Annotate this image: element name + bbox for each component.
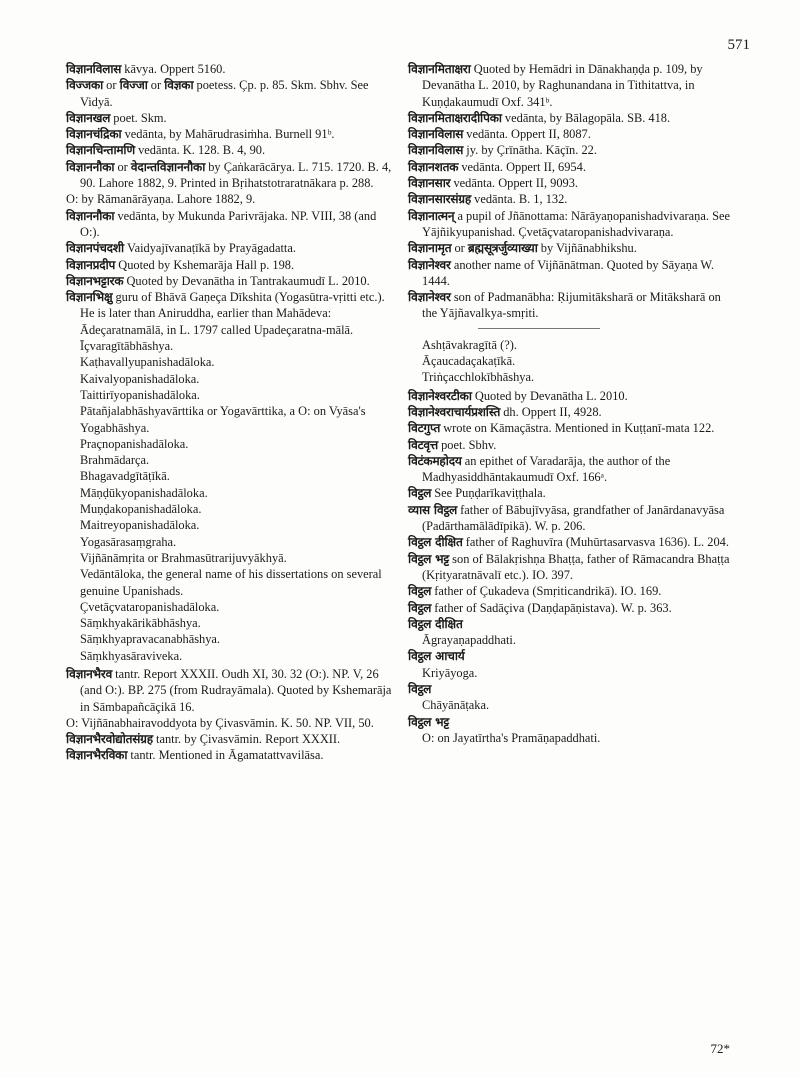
dictionary-entry bbox=[408, 648, 738, 664]
sub-entry: Sāṃkhyasāraviveka. bbox=[80, 648, 183, 663]
entry-text: jy. by Çrīnātha. Kāçīn. 22. bbox=[463, 143, 597, 158]
dictionary-entry bbox=[66, 273, 392, 289]
entry-headword: विट्ठल भट्ट bbox=[408, 551, 450, 566]
dictionary-entry bbox=[66, 159, 392, 192]
entry-headword: विज्ञानसारसंग्रह bbox=[408, 192, 472, 207]
dictionary-entry bbox=[408, 437, 738, 453]
dictionary-entry bbox=[408, 257, 738, 290]
entry-text: vedānta. Oppert II, 9093. bbox=[450, 176, 579, 191]
dictionary-entry bbox=[408, 404, 738, 420]
sub-entry: Maitreyopanishadāloka. bbox=[80, 518, 200, 533]
entry-headword: विट्ठल bbox=[408, 600, 432, 615]
dictionary-entry bbox=[408, 208, 738, 241]
entry-headword: विटवृत्त bbox=[408, 437, 438, 452]
signature-mark: 72* bbox=[710, 1041, 730, 1056]
entry-headword: विज्ञानभैरवोद्योतसंग्रह bbox=[66, 732, 153, 747]
entry-text: tantr. Report XXXII. Oudh XI, 30. 32 (O:). NP. V, 26 (and O:). BP. 275 (from Rudrayāmala). Quoted by Kshemarāja in Sāmbapañcāçikā 16. bbox=[80, 666, 392, 714]
dictionary-entry bbox=[408, 681, 738, 697]
entry-text: vedānta. Oppert II, 6954. bbox=[458, 159, 586, 174]
sub-entry: Sāṃkhyapravacanabhāshya. bbox=[80, 632, 221, 647]
dictionary-entry bbox=[408, 142, 738, 158]
entry-headword: विज्ञानचिन्तामणि bbox=[66, 143, 135, 158]
dictionary-entry bbox=[408, 191, 738, 207]
entry-text: Quoted by Devanātha in Tantrakaumudī L. 2010. bbox=[123, 273, 370, 288]
entry-text: father of Raghuvīra (Muhūrtasarvasva 1636). L. 204. bbox=[462, 535, 729, 550]
dictionary-entry bbox=[408, 420, 738, 436]
entry-text: an epithet of Varadarāja, the author of the Madhyasiddhāntakaumudī Oxf. 166ᵃ. bbox=[422, 453, 671, 485]
entry-text: guru of Bhāvā Gaṇeça Dīkshita (Yogasūtra-vṛitti etc.). He is later than Aniruddha, earlier than Mahādeva: bbox=[80, 290, 385, 321]
entry-headword: विज्ञानसार bbox=[408, 176, 451, 191]
sub-entry: Vijñānāmṛita or Brahmasūtrarijuvyākhyā. bbox=[80, 550, 287, 565]
entry-headword: विज्ञाननौका bbox=[66, 159, 115, 174]
entry-headword: विट्ठल bbox=[408, 486, 432, 501]
entry-text: vedānta, by Mukunda Parivrājaka. NP. VIII, 38 (and O:). bbox=[80, 208, 377, 239]
entry-headword: विट्ठल भट्ट bbox=[408, 714, 450, 729]
entry-text: See Puṇḍarīkaviṭṭhala. bbox=[431, 486, 546, 501]
sub-entry: Pātañjalabhāshyavārttika or Yogavārttika, a O: on Vyāsa's Yogabhāshya. bbox=[80, 404, 366, 435]
dictionary-entry bbox=[408, 240, 738, 256]
entry-headword: विज्ञानेश्वर bbox=[408, 257, 451, 272]
dictionary-entry bbox=[66, 61, 392, 77]
entry-text: kāvya. Oppert 5160. bbox=[121, 62, 226, 76]
dictionary-entry bbox=[408, 502, 738, 535]
entry-headword: ब्रह्मसूत्रर्जुव्याख्या bbox=[467, 241, 538, 256]
sub-entry: Muṇḍakopanishadāloka. bbox=[80, 502, 202, 517]
dictionary-entry bbox=[66, 240, 392, 256]
section-divider bbox=[478, 328, 600, 329]
entry-text: O: by Rāmanārāyaṇa. Lahore 1882, 9. bbox=[66, 192, 256, 207]
entry-text: dh. Oppert II, 4928. bbox=[500, 404, 602, 419]
dictionary-entry bbox=[66, 731, 392, 747]
dictionary-entry bbox=[66, 715, 392, 731]
dictionary-entry bbox=[66, 208, 392, 241]
entry-text: by Çaṅkarācārya. L. 715. 1720. B. 4, 90. Lahore 1882, 9. Printed in Bṛihatstotraratnākara p. 288. bbox=[80, 159, 392, 191]
entry-headword: विट्ठल bbox=[408, 584, 432, 599]
entry-text: another name of Vijñānātman. Quoted by Sāyaṇa W. 1444. bbox=[422, 257, 715, 288]
entry-headword: विज्ञानेश्वर bbox=[408, 290, 451, 305]
entry-text: Vaidyajīvanaṭīkā by Prayāgadatta. bbox=[123, 241, 296, 256]
sub-entry: Brahmādarça. bbox=[80, 453, 150, 468]
entry-text: by Vijñānabhikshu. bbox=[537, 241, 637, 256]
dictionary-entry bbox=[408, 159, 738, 175]
dictionary-entry bbox=[408, 175, 738, 191]
entry-text: vedānta. K. 128. B. 4, 90. bbox=[134, 143, 266, 158]
dictionary-entry bbox=[408, 534, 738, 550]
sub-entry: Yogasārasaṃgraha. bbox=[80, 534, 177, 549]
entry-headword: विज्ञानविलास bbox=[408, 127, 464, 142]
entry-headword: विट्ठल दीक्षित bbox=[408, 535, 463, 550]
entry-text: or bbox=[103, 78, 120, 93]
sub-entry: Īçvaragītābhāshya. bbox=[80, 339, 174, 354]
left-column bbox=[66, 61, 392, 764]
entry-text: Quoted by Devanātha L. 2010. bbox=[471, 388, 628, 403]
entry-headword: विट्ठल आचार्य bbox=[408, 649, 465, 664]
entry-text: poetess. Çp. p. 85. Skm. Sbhv. See Vidyā. bbox=[80, 78, 369, 109]
dictionary-entry bbox=[408, 714, 738, 730]
entry-text: wrote on Kāmaçāstra. Mentioned in Kuṭṭanī-mata 122. bbox=[440, 421, 715, 436]
entry-headword: विज्ञानपंचदशी bbox=[66, 241, 124, 256]
entry-text: poet. Sbhv. bbox=[438, 437, 497, 452]
entry-headword: विज्ञानभट्टारक bbox=[66, 273, 124, 288]
entry-headword: विज्ञानभैरव bbox=[66, 666, 113, 681]
entry-headword: विज्ञानशतक bbox=[408, 159, 459, 174]
entry-headword: विज्ञानविलास bbox=[408, 143, 464, 158]
entry-headword: विज्ञाननौका bbox=[66, 208, 115, 223]
sub-entry: Vedāntāloka, the general name of his dissertations on several genuine Upanishads. bbox=[80, 567, 382, 598]
right-column bbox=[408, 61, 738, 746]
entry-text: vedānta, by Mahārudrasiṁha. Burnell 91ᵇ. bbox=[121, 127, 335, 142]
dictionary-entry bbox=[408, 453, 738, 486]
entry-headword: विज्ञानभैरविका bbox=[66, 748, 128, 763]
sub-entry: Kaivalyopanishadāloka. bbox=[80, 371, 200, 386]
entry-headword: व्यास विट्ठल bbox=[408, 502, 458, 517]
dictionary-entry bbox=[66, 289, 392, 322]
entry-text: or bbox=[114, 159, 131, 174]
dictionary-entry bbox=[408, 600, 738, 616]
sub-entry: Chāyānāṭaka. bbox=[422, 698, 490, 713]
sub-entry: Āgrayaṇapaddhati. bbox=[422, 633, 516, 648]
dictionary-entry bbox=[66, 191, 392, 207]
dictionary-entry bbox=[408, 485, 738, 501]
entry-text: O: Vijñānabhairavoddyota by Çivasvāmin. K. 50. NP. VII, 50. bbox=[66, 715, 374, 730]
entry-text: son of Bālakṛishṇa Bhaṭṭa, father of Rāmacandra Bhaṭṭa (Kṛityaratnāvalī etc.). IO. 397. bbox=[422, 551, 730, 582]
entry-text: poet. Skm. bbox=[110, 110, 167, 125]
entry-headword: विज्जा bbox=[119, 78, 148, 93]
sub-entry: Çvetāçvataropanishadāloka. bbox=[80, 599, 220, 614]
entry-headword: विट्ठल bbox=[408, 681, 432, 696]
dictionary-entry bbox=[66, 747, 392, 763]
dictionary-entry bbox=[66, 666, 392, 715]
entry-text: vedānta. Oppert II, 8087. bbox=[463, 127, 591, 142]
sub-entry: Kaṭhavallyupanishadāloka. bbox=[80, 355, 215, 370]
sub-entry: Praçnopanishadāloka. bbox=[80, 436, 189, 451]
entry-text: son of Padmanābha: Ṛijumitāksharā or Mitāksharā on the Yājñavalkya-smṛiti. bbox=[422, 290, 721, 321]
entry-headword: विज्ञानखल bbox=[66, 110, 111, 125]
entry-headword: विज्जका bbox=[66, 78, 104, 93]
dictionary-entry bbox=[66, 110, 392, 126]
entry-text: vedānta, by Bālagopāla. SB. 418. bbox=[501, 110, 671, 125]
dictionary-entry bbox=[408, 289, 738, 322]
entry-text: a pupil of Jñānottama: Nārāyaṇopanishadvivaraṇa. See Yājñikyupanishad. Çvetāçvataropanishadvivaraṇa. bbox=[422, 208, 730, 239]
entry-headword: विज्ञानेश्वराचार्यप्रशस्ति bbox=[408, 404, 501, 419]
sub-entry: Taittirīyopanishadāloka. bbox=[80, 387, 200, 402]
dictionary-entry bbox=[408, 551, 738, 584]
entry-text: or bbox=[451, 241, 468, 256]
dictionary-entry bbox=[408, 583, 738, 599]
entry-headword: विज्ञानामृत bbox=[408, 241, 452, 256]
entry-text: tantr. Mentioned in Āgamatattvavilāsa. bbox=[127, 748, 324, 763]
entry-headword: विज्ञानभिक्षु bbox=[66, 290, 113, 305]
entry-text: father of Sadāçiva (Daṇḍapāṇistava). W. p. 363. bbox=[431, 600, 672, 615]
entry-text: or bbox=[147, 78, 165, 93]
entry-headword: विटंकमहोदय bbox=[408, 453, 462, 468]
sub-entry: Ādeçaratnamālā, in L. 1797 called Upadeçaratna-mālā. bbox=[80, 322, 354, 337]
dictionary-entry bbox=[408, 616, 738, 632]
dictionary-entry bbox=[408, 61, 738, 110]
entry-text: father of Bābujīvyāsa, grandfather of Janārdanavyāsa (Padārthamālādīpikā). W. p. 206. bbox=[422, 502, 725, 534]
entry-headword: विज्ञानचंद्रिका bbox=[66, 127, 122, 142]
dictionary-entry bbox=[408, 126, 738, 142]
entry-headword: विज्ञानमिताक्षरा bbox=[408, 62, 471, 76]
entry-headword: विज्ञानेश्वरटीका bbox=[408, 388, 472, 403]
sub-entry: Sāṃkhyakārikābhāshya. bbox=[80, 616, 201, 631]
entry-headword: विज्ञानप्रदीप bbox=[66, 257, 116, 272]
sub-entry: Bhagavadgītāṭīkā. bbox=[80, 469, 170, 484]
dictionary-entry bbox=[408, 110, 738, 126]
sub-entry: O: on Jayatīrtha's Pramāṇapaddhati. bbox=[422, 730, 601, 745]
page-number: 571 bbox=[727, 37, 750, 53]
entry-headword: विटगुप्त bbox=[408, 421, 441, 436]
entry-headword: विज्ञानविलास bbox=[66, 62, 122, 76]
sub-entry: Triṅçacchlokībhāshya. bbox=[422, 370, 535, 385]
entry-headword: विज्ञका bbox=[164, 78, 194, 93]
entry-headword: विट्ठल दीक्षित bbox=[408, 616, 463, 631]
entry-text: Quoted by Kshemarāja Hall p. 198. bbox=[115, 257, 295, 272]
entry-headword: वेदान्तविज्ञाननौका bbox=[130, 159, 206, 174]
dictionary-entry bbox=[66, 142, 392, 158]
entry-text: vedānta. B. 1, 132. bbox=[471, 192, 568, 207]
dictionary-entry bbox=[408, 388, 738, 404]
sub-entry: Āçaucadaçakaṭīkā. bbox=[422, 354, 516, 369]
dictionary-entry bbox=[66, 126, 392, 142]
entry-text: Quoted by Hemādri in Dānakhaṇḍa p. 109, by Devanātha L. 2010, by Raghunandana in Tithitattva, in Kuṇḍakaumudī Oxf. 341ᵇ. bbox=[422, 62, 703, 109]
sub-entry: Kriyāyoga. bbox=[422, 665, 478, 680]
dictionary-entry bbox=[66, 257, 392, 273]
sub-entry: Ashṭāvakragītā (?). bbox=[422, 337, 517, 352]
entry-text: father of Çukadeva (Smṛiticandrikā). IO. 169. bbox=[431, 584, 662, 599]
sub-entry: Māṇḍūkyopanishadāloka. bbox=[80, 485, 208, 500]
entry-headword: विज्ञानात्मन् bbox=[408, 208, 455, 223]
entry-text: tantr. by Çivasvāmin. Report XXXII. bbox=[152, 732, 341, 747]
dictionary-entry bbox=[66, 77, 392, 110]
entry-headword: विज्ञानमिताक्षरादीपिका bbox=[408, 110, 502, 125]
